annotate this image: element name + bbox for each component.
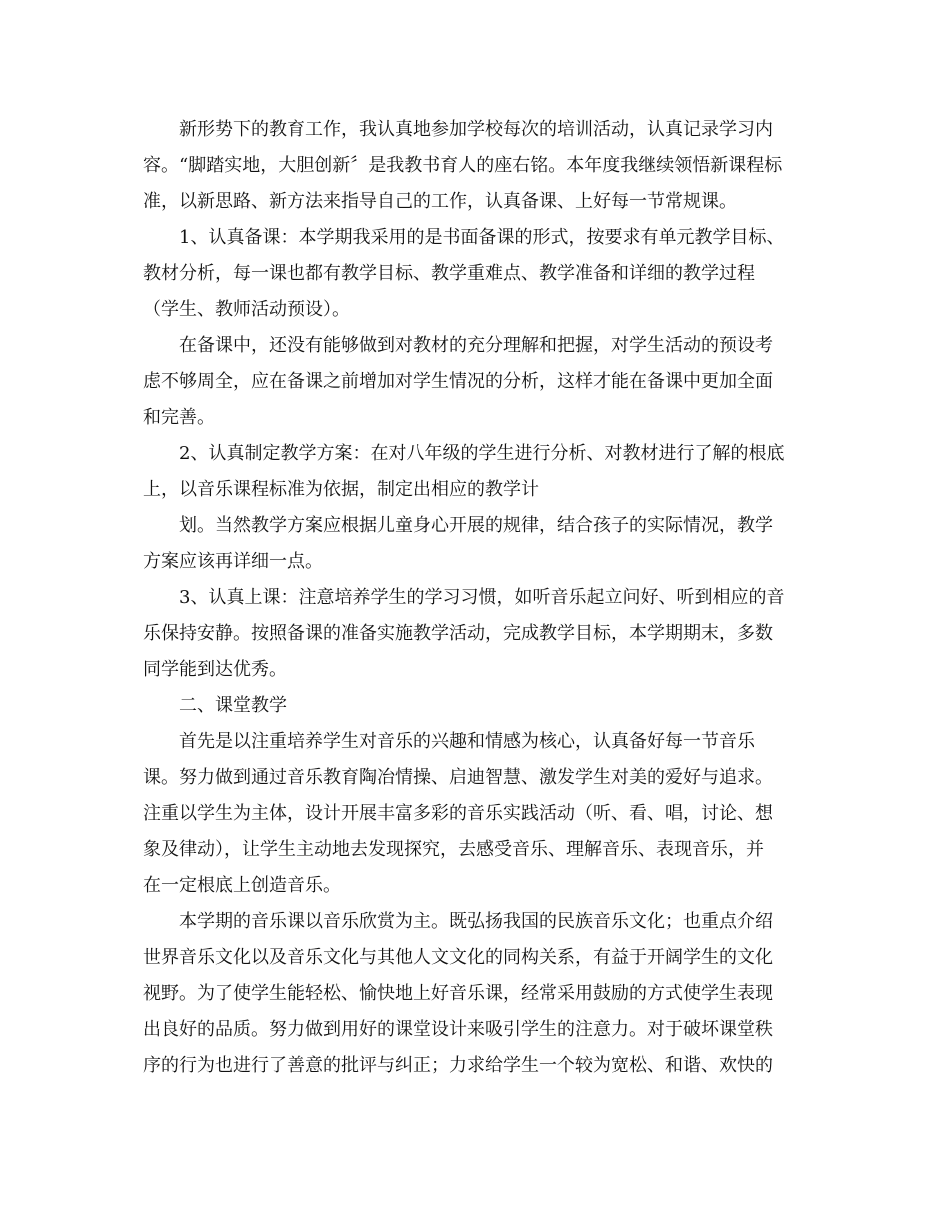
- text-line: 1、认真备课：本学期我采用的是书面备课的形式，按要求有单元教学目标、: [179, 227, 785, 248]
- text-line: 同学能到达优秀。: [143, 659, 287, 680]
- section-heading: 二、课堂教学: [179, 695, 287, 716]
- text-line: 世界音乐文化以及音乐文化与其他人文文化的同构关系，有益于开阔学生的文化: [143, 947, 773, 968]
- text-line: 方案应该再详细一点。: [143, 551, 323, 572]
- document-body: [143, 112, 808, 1084]
- text-line: 划。当然教学方案应根据儿童身心开展的规律，结合孩子的实际情况，教学: [179, 515, 773, 536]
- text-line: 3、认真上课：注意培养学生的学习习惯，如听音乐起立问好、听到相应的音: [179, 587, 785, 608]
- text-line: 上，以音乐课程标准为依据，制定出相应的教学计: [143, 479, 539, 500]
- text-line: 注重以学生为主体，设计开展丰富多彩的音乐实践活动（听、看、唱，讨论、想: [143, 803, 773, 824]
- text-line: 本学期的音乐课以音乐欣赏为主。既弘扬我国的民族音乐文化；也重点介绍: [179, 911, 773, 932]
- text-line: 教材分析，每一课也都有教学目标、教学重难点、教学准备和详细的教学过程: [143, 263, 755, 284]
- text-line: 乐保持安静。按照备课的准备实施教学活动，完成教学目标，本学期期末，多数: [143, 623, 773, 644]
- text-line: 准，以新思路、新方法来指导自己的工作，认真备课、上好每一节常规课。: [143, 191, 737, 212]
- text-line: 在备课中，还没有能够做到对教材的充分理解和把握，对学生活动的预设考: [179, 335, 773, 356]
- text-line: 容。“脚踏实地，大胆创新〞是我教书育人的座右铭。本年度我继续领悟新课程标: [143, 155, 783, 176]
- text-line: 首先是以注重培养学生对音乐的兴趣和情感为核心，认真备好每一节音乐: [179, 731, 755, 752]
- text-line: 虑不够周全，应在备课之前增加对学生情况的分析，这样才能在备课中更加全面: [143, 371, 773, 392]
- text-line: 在一定根底上创造音乐。: [143, 875, 341, 896]
- text-line: 2、认真制定教学方案：在对八年级的学生进行分析、对教材进行了解的根底: [179, 443, 785, 464]
- text-line: 和完善。: [143, 407, 215, 428]
- text-line: 象及律动），让学生主动地去发现探究，去感受音乐、理解音乐、表现音乐，并: [143, 839, 764, 860]
- text-line: 序的行为也进行了善意的批评与纠正；力求给学生一个较为宽松、和谐、欢快的: [143, 1055, 773, 1076]
- text-line: 视野。为了使学生能轻松、愉快地上好音乐课，经常采用鼓励的方式使学生表现: [143, 983, 773, 1004]
- text-line: 课。努力做到通过音乐教育陶冶情操、启迪智慧、激发学生对美的爱好与追求。: [143, 767, 773, 788]
- text-line: （学生、教师活动预设）。: [143, 299, 350, 320]
- text-line: 新形势下的教育工作，我认真地参加学校每次的培训活动，认真记录学习内: [179, 119, 773, 140]
- text-line: 出良好的品质。努力做到用好的课堂设计来吸引学生的注意力。对于破坏课堂秩: [143, 1019, 773, 1040]
